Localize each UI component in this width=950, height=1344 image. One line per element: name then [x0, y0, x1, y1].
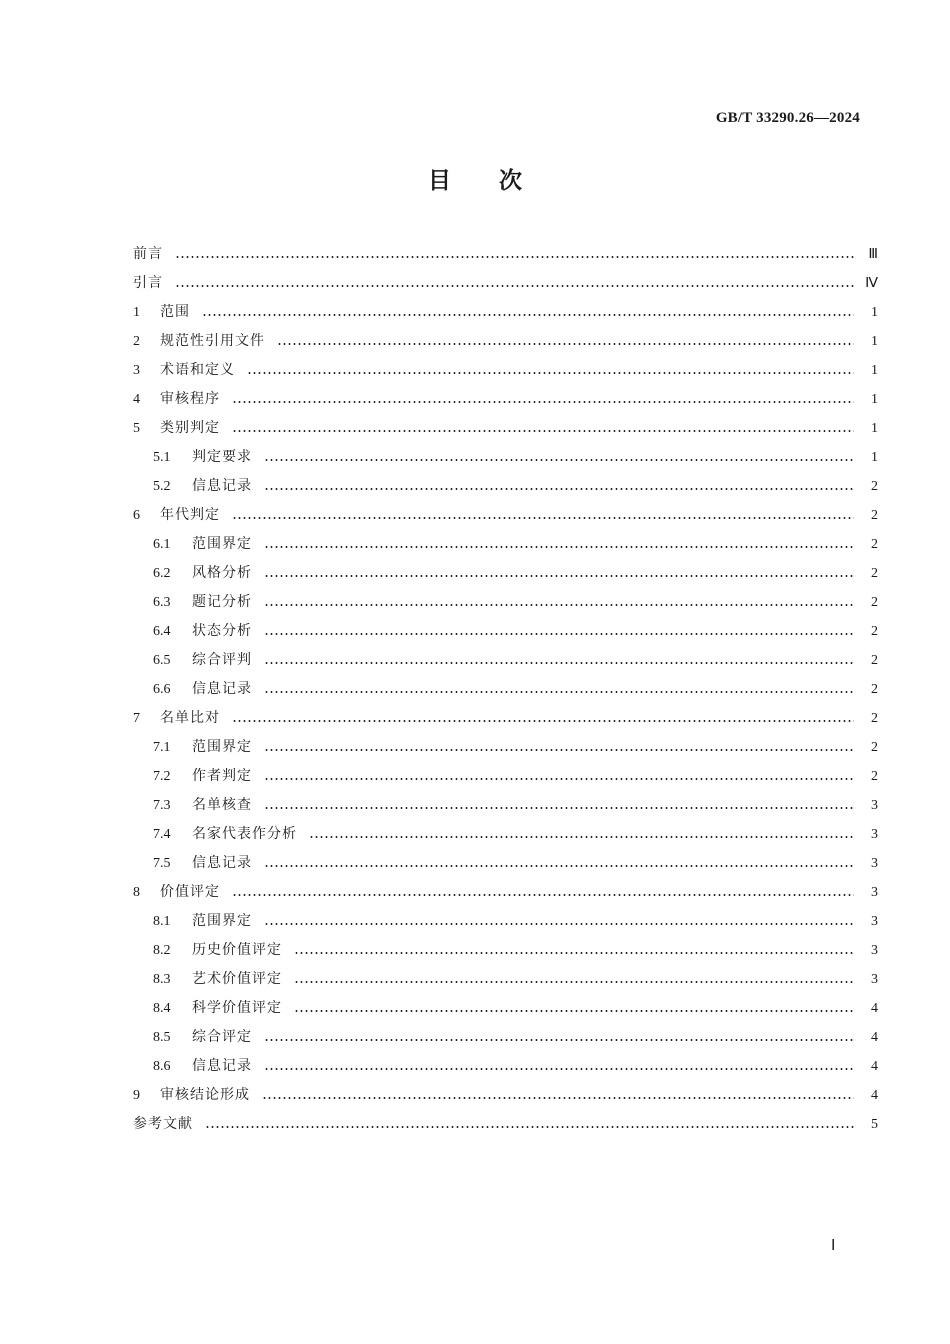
toc-entry[interactable] [133, 588, 878, 617]
toc-entry-page: Ⅳ [865, 276, 878, 291]
toc-entry-label: 历史价值评定 [192, 942, 282, 958]
toc-entry[interactable] [133, 791, 878, 820]
toc-entry-label: 名单比对 [160, 710, 220, 726]
toc-entry[interactable] [133, 1081, 878, 1110]
toc-dot-leader [232, 430, 854, 432]
toc-entry[interactable] [133, 443, 878, 472]
toc-entry-page: 1 [871, 421, 878, 436]
toc-entry-page: 1 [871, 363, 878, 378]
toc-entry-page: 4 [871, 1059, 878, 1074]
toc-entry[interactable] [133, 530, 878, 559]
toc-entry-number: 7 [133, 711, 140, 726]
toc-dot-leader [262, 1097, 854, 1099]
toc-entry-page: 5 [871, 1117, 878, 1132]
toc-entry-number: 8.5 [153, 1030, 171, 1045]
toc-entry-page: 1 [871, 334, 878, 349]
toc-entry-label: 范围界定 [192, 739, 252, 755]
toc-dot-leader [277, 343, 854, 345]
toc-entry[interactable] [133, 878, 878, 907]
toc-entry-label: 信息记录 [192, 1058, 252, 1074]
toc-entry-page: 4 [871, 1088, 878, 1103]
toc-entry[interactable] [133, 733, 878, 762]
toc-entry[interactable] [133, 646, 878, 675]
toc-entry[interactable] [133, 1052, 878, 1081]
toc-entry-number: 9 [133, 1088, 140, 1103]
toc-entry-page: 3 [871, 856, 878, 871]
toc-dot-leader [264, 604, 854, 606]
toc-dot-leader [264, 459, 854, 461]
toc-entry-page: 3 [871, 914, 878, 929]
toc-entry[interactable] [133, 501, 878, 530]
toc-entry-number: 5.1 [153, 450, 171, 465]
toc-entry[interactable] [133, 1023, 878, 1052]
toc-entry[interactable] [133, 559, 878, 588]
toc-entry-page: 1 [871, 450, 878, 465]
toc-dot-leader [232, 517, 854, 519]
toc-entry-label: 范围界定 [192, 536, 252, 552]
toc-entry-page: 3 [871, 827, 878, 842]
toc-entry-label: 综合评定 [192, 1029, 252, 1045]
toc-entry-number: 1 [133, 305, 140, 320]
toc-entry[interactable] [133, 327, 878, 356]
toc-entry-label: 名单核查 [192, 797, 252, 813]
toc-dot-leader [264, 778, 854, 780]
toc-entry-number: 6.3 [153, 595, 171, 610]
toc-entry-label: 题记分析 [192, 594, 252, 610]
toc-entry-page: 1 [871, 305, 878, 320]
toc-entry-label: 作者判定 [192, 768, 252, 784]
toc-dot-leader [264, 575, 854, 577]
table-of-contents [133, 240, 878, 1139]
toc-entry-label: 判定要求 [192, 449, 252, 465]
toc-dot-leader [264, 633, 854, 635]
toc-entry[interactable] [133, 936, 878, 965]
toc-entry[interactable] [133, 1110, 878, 1139]
toc-entry-label: 风格分析 [192, 565, 252, 581]
toc-entry-page: 3 [871, 885, 878, 900]
toc-entry-label: 术语和定义 [160, 362, 235, 378]
toc-entry-number: 7.3 [153, 798, 171, 813]
toc-entry-number: 3 [133, 363, 140, 378]
toc-entry-number: 5 [133, 421, 140, 436]
toc-dot-leader [205, 1126, 854, 1128]
toc-entry-label: 综合评判 [192, 652, 252, 668]
toc-entry-label: 信息记录 [192, 681, 252, 697]
toc-entry[interactable] [133, 414, 878, 443]
toc-dot-leader [264, 807, 854, 809]
toc-entry[interactable] [133, 704, 878, 733]
toc-entry[interactable] [133, 675, 878, 704]
toc-dot-leader [202, 314, 854, 316]
toc-entry-label: 参考文献 [133, 1116, 193, 1132]
toc-entry[interactable] [133, 298, 878, 327]
toc-entry-number: 8.6 [153, 1059, 171, 1074]
toc-entry-label: 范围界定 [192, 913, 252, 929]
toc-entry-number: 7.5 [153, 856, 171, 871]
toc-entry[interactable] [133, 385, 878, 414]
toc-entry-page: 2 [871, 740, 878, 755]
toc-entry-page: 2 [871, 711, 878, 726]
toc-entry-number: 2 [133, 334, 140, 349]
toc-entry-page: 2 [871, 479, 878, 494]
toc-entry-number: 6.2 [153, 566, 171, 581]
page-title: 目次 [428, 168, 570, 194]
toc-entry-number: 6 [133, 508, 140, 523]
toc-dot-leader [175, 285, 854, 287]
toc-entry[interactable] [133, 965, 878, 994]
toc-entry-number: 8 [133, 885, 140, 900]
toc-entry-number: 6.1 [153, 537, 171, 552]
toc-entry[interactable] [133, 762, 878, 791]
toc-dot-leader [309, 836, 854, 838]
toc-dot-leader [232, 401, 854, 403]
toc-entry[interactable] [133, 472, 878, 501]
toc-dot-leader [264, 488, 854, 490]
toc-entry-number: 7.4 [153, 827, 171, 842]
toc-entry-number: 8.4 [153, 1001, 171, 1016]
toc-entry-label: 名家代表作分析 [192, 826, 297, 842]
toc-entry-page: Ⅲ [868, 247, 878, 262]
toc-entry-number: 7.1 [153, 740, 171, 755]
toc-entry-number: 5.2 [153, 479, 171, 494]
toc-dot-leader [264, 1068, 854, 1070]
toc-entry-page: 2 [871, 508, 878, 523]
toc-entry-label: 类别判定 [160, 420, 220, 436]
toc-entry-number: 8.1 [153, 914, 171, 929]
toc-entry-page: 2 [871, 653, 878, 668]
toc-entry-page: 3 [871, 943, 878, 958]
page-number: Ⅰ [831, 1238, 836, 1254]
toc-entry[interactable] [133, 994, 878, 1023]
toc-dot-leader [175, 256, 854, 258]
toc-entry-page: 3 [871, 972, 878, 987]
toc-entry-label: 规范性引用文件 [160, 333, 265, 349]
standard-code: GB/T 33290.26—2024 [715, 110, 860, 126]
toc-entry-label: 年代判定 [160, 507, 220, 523]
toc-entry[interactable] [133, 356, 878, 385]
toc-dot-leader [294, 1010, 854, 1012]
toc-dot-leader [264, 1039, 854, 1041]
toc-entry[interactable] [133, 907, 878, 936]
toc-dot-leader [264, 749, 854, 751]
toc-dot-leader [247, 372, 854, 374]
toc-entry-page: 1 [871, 392, 878, 407]
toc-dot-leader [264, 546, 854, 548]
toc-entry-page: 2 [871, 595, 878, 610]
toc-entry-label: 信息记录 [192, 478, 252, 494]
toc-dot-leader [264, 865, 854, 867]
toc-dot-leader [294, 952, 854, 954]
toc-entry-number: 6.4 [153, 624, 171, 639]
toc-entry-page: 2 [871, 537, 878, 552]
toc-dot-leader [264, 923, 854, 925]
toc-entry-label: 范围 [160, 304, 190, 320]
toc-entry-page: 4 [871, 1001, 878, 1016]
toc-entry-label: 科学价值评定 [192, 1000, 282, 1016]
toc-entry-label: 艺术价值评定 [192, 971, 282, 987]
toc-entry-label: 前言 [133, 246, 163, 262]
toc-entry-page: 2 [871, 682, 878, 697]
toc-dot-leader [294, 981, 854, 983]
toc-dot-leader [264, 662, 854, 664]
toc-entry[interactable] [133, 820, 878, 849]
toc-entry-number: 4 [133, 392, 140, 407]
toc-entry-number: 8.2 [153, 943, 171, 958]
toc-entry-label: 审核程序 [160, 391, 220, 407]
toc-entry-page: 2 [871, 566, 878, 581]
toc-entry-number: 6.6 [153, 682, 171, 697]
toc-entry-label: 价值评定 [160, 884, 220, 900]
toc-dot-leader [232, 894, 854, 896]
toc-entry[interactable] [133, 240, 878, 269]
toc-entry-page: 2 [871, 624, 878, 639]
toc-entry-label: 审核结论形成 [160, 1087, 250, 1103]
toc-entry[interactable] [133, 617, 878, 646]
toc-entry-number: 7.2 [153, 769, 171, 784]
toc-entry[interactable] [133, 849, 878, 878]
toc-entry-label: 状态分析 [192, 623, 252, 639]
toc-dot-leader [232, 720, 854, 722]
toc-entry[interactable] [133, 269, 878, 298]
toc-entry-page: 2 [871, 769, 878, 784]
toc-dot-leader [264, 691, 854, 693]
toc-entry-page: 4 [871, 1030, 878, 1045]
toc-entry-number: 6.5 [153, 653, 171, 668]
toc-entry-number: 8.3 [153, 972, 171, 987]
toc-entry-label: 信息记录 [192, 855, 252, 871]
toc-entry-page: 3 [871, 798, 878, 813]
toc-entry-label: 引言 [133, 275, 163, 291]
